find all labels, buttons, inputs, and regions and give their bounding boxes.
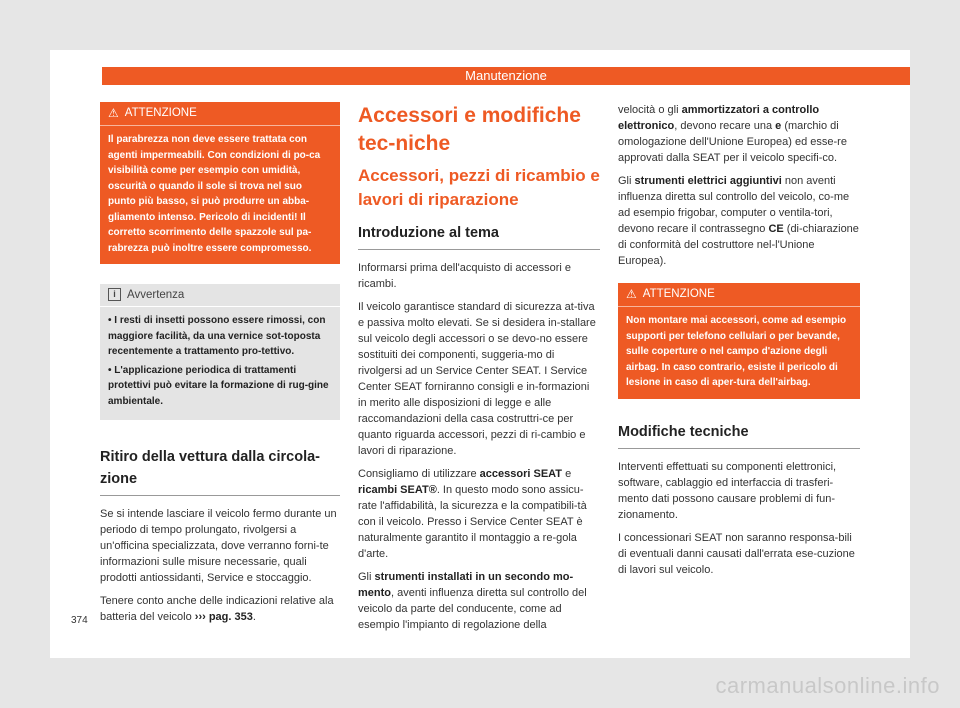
warning-header	[618, 283, 860, 307]
warning-label: ATTENZIONE	[642, 288, 715, 300]
note-item: • L'applicazione periodica di trattamenti protettivi può evitare la formazione di rug-gine ambientale.	[108, 363, 332, 410]
note-label: Avvertenza	[127, 288, 185, 301]
column-right	[618, 102, 860, 585]
warning-text: Il parabrezza non deve essere trattata con agenti impermeabili. Con condizioni di po-ca visibilità come per esempio con umidità, oscurità o quando il sole si trova nel suo punto più basso, si può produrre un abba-gliamento intenso. Pericolo di incidenti! Il corretto scorrimento delle spazzole sul pa-rabrezza può inoltre essere compromesso.	[108, 134, 321, 254]
column-left	[100, 102, 340, 632]
chapter-header: Manutenzione	[102, 67, 910, 85]
section-title: Modifiche tecniche	[618, 423, 749, 440]
warning-header	[100, 102, 340, 126]
paragraph: I concessionari SEAT non saranno responsa-bili di eventuali danni causati dall'errata ese-cuzione di lavori sul veicolo.	[618, 531, 855, 576]
warning-box	[100, 102, 340, 264]
paragraph: Informarsi prima dell'acquisto di accessori e ricambi.	[358, 262, 572, 290]
warning-icon: ⚠	[108, 106, 119, 120]
warning-icon: ⚠	[626, 287, 637, 301]
manual-page	[50, 50, 910, 658]
paragraph: Tenere conto anche delle indicazioni relative ala batteria del veicolo ››› pag. 353.	[100, 595, 334, 623]
paragraph: Gli strumenti elettrici aggiuntivi non aventi influenza diretta sul controllo del veicolo, co-me ad esempio frigobar, computer o ventila-tori, devono recare il contrassegno CE (di-chiarazione di conformità del costruttore nel-l'Unione Europea).	[618, 175, 859, 267]
note-item: • I resti di insetti possono essere rimossi, con maggiore facilità, da una vernice sot-toposta recentemente a trattamento pro-tettivo.	[108, 313, 332, 360]
section-ritiro	[100, 446, 340, 625]
warning-label: ATTENZIONE	[124, 107, 197, 119]
section-title: Introduzione al tema	[358, 225, 499, 241]
section-title: Ritiro della vettura dalla circola-zione	[100, 449, 320, 487]
chapter-title: Accessori e modifiche tec-niche	[358, 104, 581, 155]
page-number: 374	[71, 615, 88, 626]
column-middle	[358, 102, 600, 640]
paragraph: Gli strumenti installati in un secondo mo-mento, aventi influenza diretta sul controllo del veicolo da parte del conducente, come ad esempio l'impianto di regolazione della	[358, 571, 587, 631]
paragraph: Consigliamo di utilizzare accessori SEAT e ricambi SEAT®. In questo modo sono assicu-rate l'affidabilità, la sicurezza e la compatibili-tà con il veicolo. Presso i Service Center SEAT è naturalmente garantito il montaggio a re-gola d'arte.	[358, 468, 587, 560]
info-icon: i	[108, 288, 121, 301]
note-list	[100, 313, 340, 409]
note-box	[100, 284, 340, 420]
page-reference-link[interactable]: ››› pag. 353	[194, 611, 253, 623]
section-modifiche	[618, 421, 860, 578]
warning-text: Non montare mai accessori, come ad esempio supporti per telefono cellulari o per bevande, sulle coperture o nel campo d'azione degli airbag. In caso contrario, esiste il pericolo di lesione in caso di aper-tura dell'airbag.	[626, 315, 847, 388]
paragraph: Interventi effettuati su componenti elettronici, software, cablaggio ed interfaccia di trasferi-mento dati possono causare problemi di fun-zionamento.	[618, 460, 837, 521]
paragraph: velocità o gli ammortizzatori a controllo elettronico, devono recare una e (marchio di omologazione dell'Unione Europea) ed esse-re approvati dalla SEAT per il veicolo specifi-co.	[618, 104, 847, 164]
watermark: carmanualsonline.info	[715, 673, 940, 698]
eu-mark: e	[775, 120, 782, 132]
paragraph: Il veicolo garantisce standard di sicurezza at-tiva e passiva molto elevati. Se si desidera in-stallare sul veicolo degli accessori o se devo-no essere sostituiti dei componenti, suggeria-mo di rivolgersi ad un Service Center SEAT. I Service Center SEAT forniranno consigli e in-formazioni in merito alle disposizioni di legge e alle raccomandazioni della casa costruttri-ce per quanto riguarda accessori, pezzi di ri-cambio e lavori di riparazione.	[358, 301, 596, 457]
ce-mark: CE	[768, 223, 784, 235]
note-header	[100, 284, 340, 307]
warning-box	[618, 283, 860, 399]
paragraph: Se si intende lasciare il veicolo fermo durante un periodo di tempo prolungato, rivolgersi a un'officina specializzata, dove verranno forni-te informazioni sulle misure necessarie, quali prodotti antiossidanti, Service e stoccaggio.	[100, 508, 337, 584]
chapter-subtitle: Accessori, pezzi di ricambio e lavori di riparazione	[358, 166, 600, 209]
